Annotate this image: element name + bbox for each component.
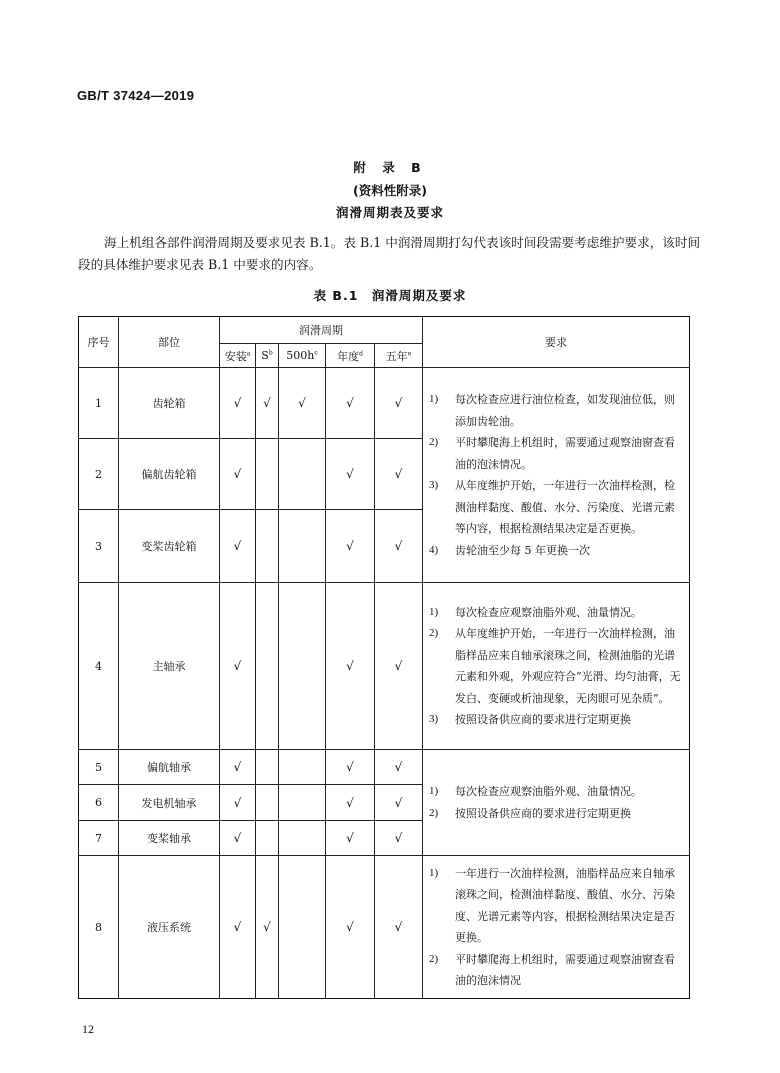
row-part: 主轴承: [119, 583, 220, 750]
tick-annual: √: [326, 368, 375, 439]
tick-s: √: [256, 368, 279, 439]
requirements-hydraulic: [423, 856, 690, 999]
tick-install: √: [220, 856, 256, 999]
tick-install: √: [220, 785, 256, 821]
row-part: 液压系统: [119, 856, 220, 999]
page-number: 12: [82, 1022, 94, 1036]
table-row: [79, 368, 690, 439]
requirement-item: 2) 平时攀爬海上机组时，需要通过观察油窗查看油的泡沫情况: [429, 952, 675, 987]
table-row: [79, 750, 690, 785]
requirement-item: 1) 每次检查应观察油脂外观、油量情况。: [429, 785, 642, 798]
row-number: 1: [79, 368, 119, 439]
tick-annual: √: [326, 439, 375, 510]
tick-install: √: [220, 368, 256, 439]
tick-five-year: √: [375, 510, 423, 583]
tick-annual: √: [326, 510, 375, 583]
tick-500h: [279, 856, 326, 999]
tick-s: [256, 750, 279, 785]
tick-annual: √: [326, 856, 375, 999]
table-row: [79, 856, 690, 999]
header-period-group: 润滑周期: [220, 317, 423, 344]
requirement-item: 2) 从年度维护开始，一年进行一次油样检测，油脂样品应来自轴承滚珠之间，检测油脂的光谱元素和外观，外观应符合“光滑、均匀油膏，无发白、变硬或析油现象，无肉眼可见杂质”。: [429, 627, 681, 705]
row-number: 4: [79, 583, 119, 750]
tick-install: √: [220, 439, 256, 510]
requirement-item: 3) 按照设备供应商的要求进行定期更换: [429, 713, 631, 726]
row-number: 5: [79, 750, 119, 785]
requirement-item: 3) 从年度维护开始，一年进行一次油样检测，检测油样黏度、酸值、水分、污染度、光谱元素等内容，根据检测结果决定是否更换。: [429, 479, 675, 535]
tick-500h: [279, 583, 326, 750]
requirement-item: 1) 每次检查应观察油脂外观、油量情况。: [429, 605, 642, 619]
table-row: [79, 583, 690, 750]
tick-s: [256, 439, 279, 510]
standard-code: GB/T 37424—2019: [77, 88, 195, 103]
annex-title: 附 录 B: [353, 160, 427, 175]
row-number: 2: [79, 439, 119, 510]
row-part: 发电机轴承: [119, 785, 220, 821]
row-number: 3: [79, 510, 119, 583]
annex-type: (资料性附录): [353, 183, 427, 198]
intro-paragraph: 海上机组各部件润滑周期及要求见表 B.1。表 B.1 中润滑周期打勾代表该时间段需要考虑维护要求，该时间段的具体维护要求见表 B.1 中要求的内容。: [78, 235, 701, 272]
header-install: 安装$^a$: [220, 344, 256, 368]
requirements-bearings: [423, 750, 690, 856]
row-number: 6: [79, 785, 119, 821]
tick-500h: [279, 821, 326, 856]
tick-annual: √: [326, 785, 375, 821]
tick-500h: √: [279, 368, 326, 439]
tick-500h: [279, 785, 326, 821]
header-annual: 年度$^d$: [326, 344, 375, 368]
tick-500h: [279, 750, 326, 785]
tick-annual: √: [326, 821, 375, 856]
tick-annual: √: [326, 750, 375, 785]
header-500h: $500h^c$: [279, 344, 326, 368]
lubrication-table: [78, 316, 690, 999]
annex-subject: 润滑周期表及要求: [335, 205, 444, 220]
tick-install: √: [220, 750, 256, 785]
table-caption: 表 B.1 润滑周期及要求: [313, 288, 467, 303]
tick-s: [256, 583, 279, 750]
tick-install: √: [220, 583, 256, 750]
requirement-item: 2) 按照设备供应商的要求进行定期更换: [429, 806, 631, 820]
row-part: 齿轮箱: [119, 368, 220, 439]
header-s: $S^b$: [256, 344, 279, 368]
tick-s: [256, 510, 279, 583]
row-part: 变桨轴承: [119, 821, 220, 856]
row-part: 偏航齿轮箱: [119, 439, 220, 510]
requirement-item: 1) 一年进行一次油样检测，油脂样品应来自轴承滚珠之间，检测油样黏度、酸值、水分、污染度、光谱元素等内容，根据检测结果决定是否更换。: [429, 866, 675, 944]
requirements-main-bearing: [423, 583, 690, 750]
tick-install: √: [220, 510, 256, 583]
tick-five-year: √: [375, 583, 423, 750]
tick-five-year: √: [375, 750, 423, 785]
requirement-item: 2) 平时攀爬海上机组时，需要通过观察油窗查看油的泡沫情况。: [429, 436, 675, 471]
header-five-year: 五年$^e$: [375, 344, 423, 368]
row-number: 7: [79, 821, 119, 856]
tick-s: [256, 785, 279, 821]
tick-five-year: √: [375, 856, 423, 999]
header-seq: 序号: [79, 317, 119, 368]
requirement-item: 1) 每次检查应进行油位检查，如发现油位低，则添加齿轮油。: [429, 393, 675, 428]
row-part: 变桨齿轮箱: [119, 510, 220, 583]
tick-five-year: √: [375, 439, 423, 510]
tick-s: [256, 821, 279, 856]
tick-five-year: √: [375, 821, 423, 856]
tick-annual: √: [326, 583, 375, 750]
requirement-item: 4) 齿轮油至少每 5 年更换一次: [429, 543, 590, 557]
tick-install: √: [220, 821, 256, 856]
row-number: 8: [79, 856, 119, 999]
tick-500h: [279, 439, 326, 510]
tick-five-year: √: [375, 368, 423, 439]
tick-five-year: √: [375, 785, 423, 821]
requirements-gearbox: [423, 368, 690, 583]
tick-s: √: [256, 856, 279, 999]
header-requirements: 要求: [423, 317, 690, 368]
tick-500h: [279, 510, 326, 583]
header-part: 部位: [119, 317, 220, 368]
row-part: 偏航轴承: [119, 750, 220, 785]
